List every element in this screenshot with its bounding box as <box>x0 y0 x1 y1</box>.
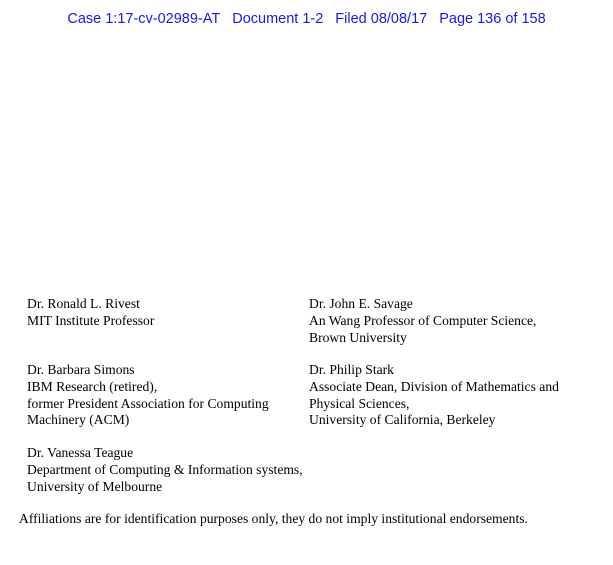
case-number: Case 1:17-cv-02989-AT <box>67 11 221 27</box>
signatory-affiliation: Associate Dean, Division of Mathematics and <box>309 378 559 394</box>
signatory-rivest <box>27 296 154 330</box>
signatory-name: Dr. Philip Stark <box>309 362 394 377</box>
signatory-affiliation: Physical Sciences, <box>309 395 410 411</box>
signatory-affiliation: IBM Research (retired), <box>27 378 158 394</box>
signatory-name: Dr. John E. Savage <box>309 296 413 311</box>
document-number: Document 1-2 <box>232 11 324 27</box>
page-number: Page 136 of 158 <box>439 11 546 27</box>
signatory-name: Dr. Ronald L. Rivest <box>27 296 140 311</box>
signatory-teague <box>27 445 303 495</box>
affiliation-disclaimer: Affiliations are for identification purposes only, they do not imply institutional endorsements. <box>19 511 528 526</box>
signatory-affiliation: former President Association for Computing <box>27 395 269 411</box>
signatory-name: Dr. Vanessa Teague <box>27 445 134 460</box>
signatory-stark <box>309 362 559 429</box>
signatory-affiliation: Department of Computing & Information systems, <box>27 461 303 477</box>
signatory-affiliation: Machinery (ACM) <box>27 412 130 428</box>
signatory-savage <box>309 296 536 346</box>
signatory-affiliation: MIT Institute Professor <box>27 312 155 328</box>
signatory-simons <box>27 362 269 429</box>
signatory-affiliation: University of California, Berkeley <box>309 412 496 428</box>
signatory-affiliation: Brown University <box>309 329 407 345</box>
signatory-affiliation: An Wang Professor of Computer Science, <box>309 312 537 328</box>
signatory-name: Dr. Barbara Simons <box>27 362 135 377</box>
filed-date: Filed 08/08/17 <box>335 11 428 27</box>
case-header <box>0 11 613 27</box>
signatory-affiliation: University of Melbourne <box>27 478 163 494</box>
